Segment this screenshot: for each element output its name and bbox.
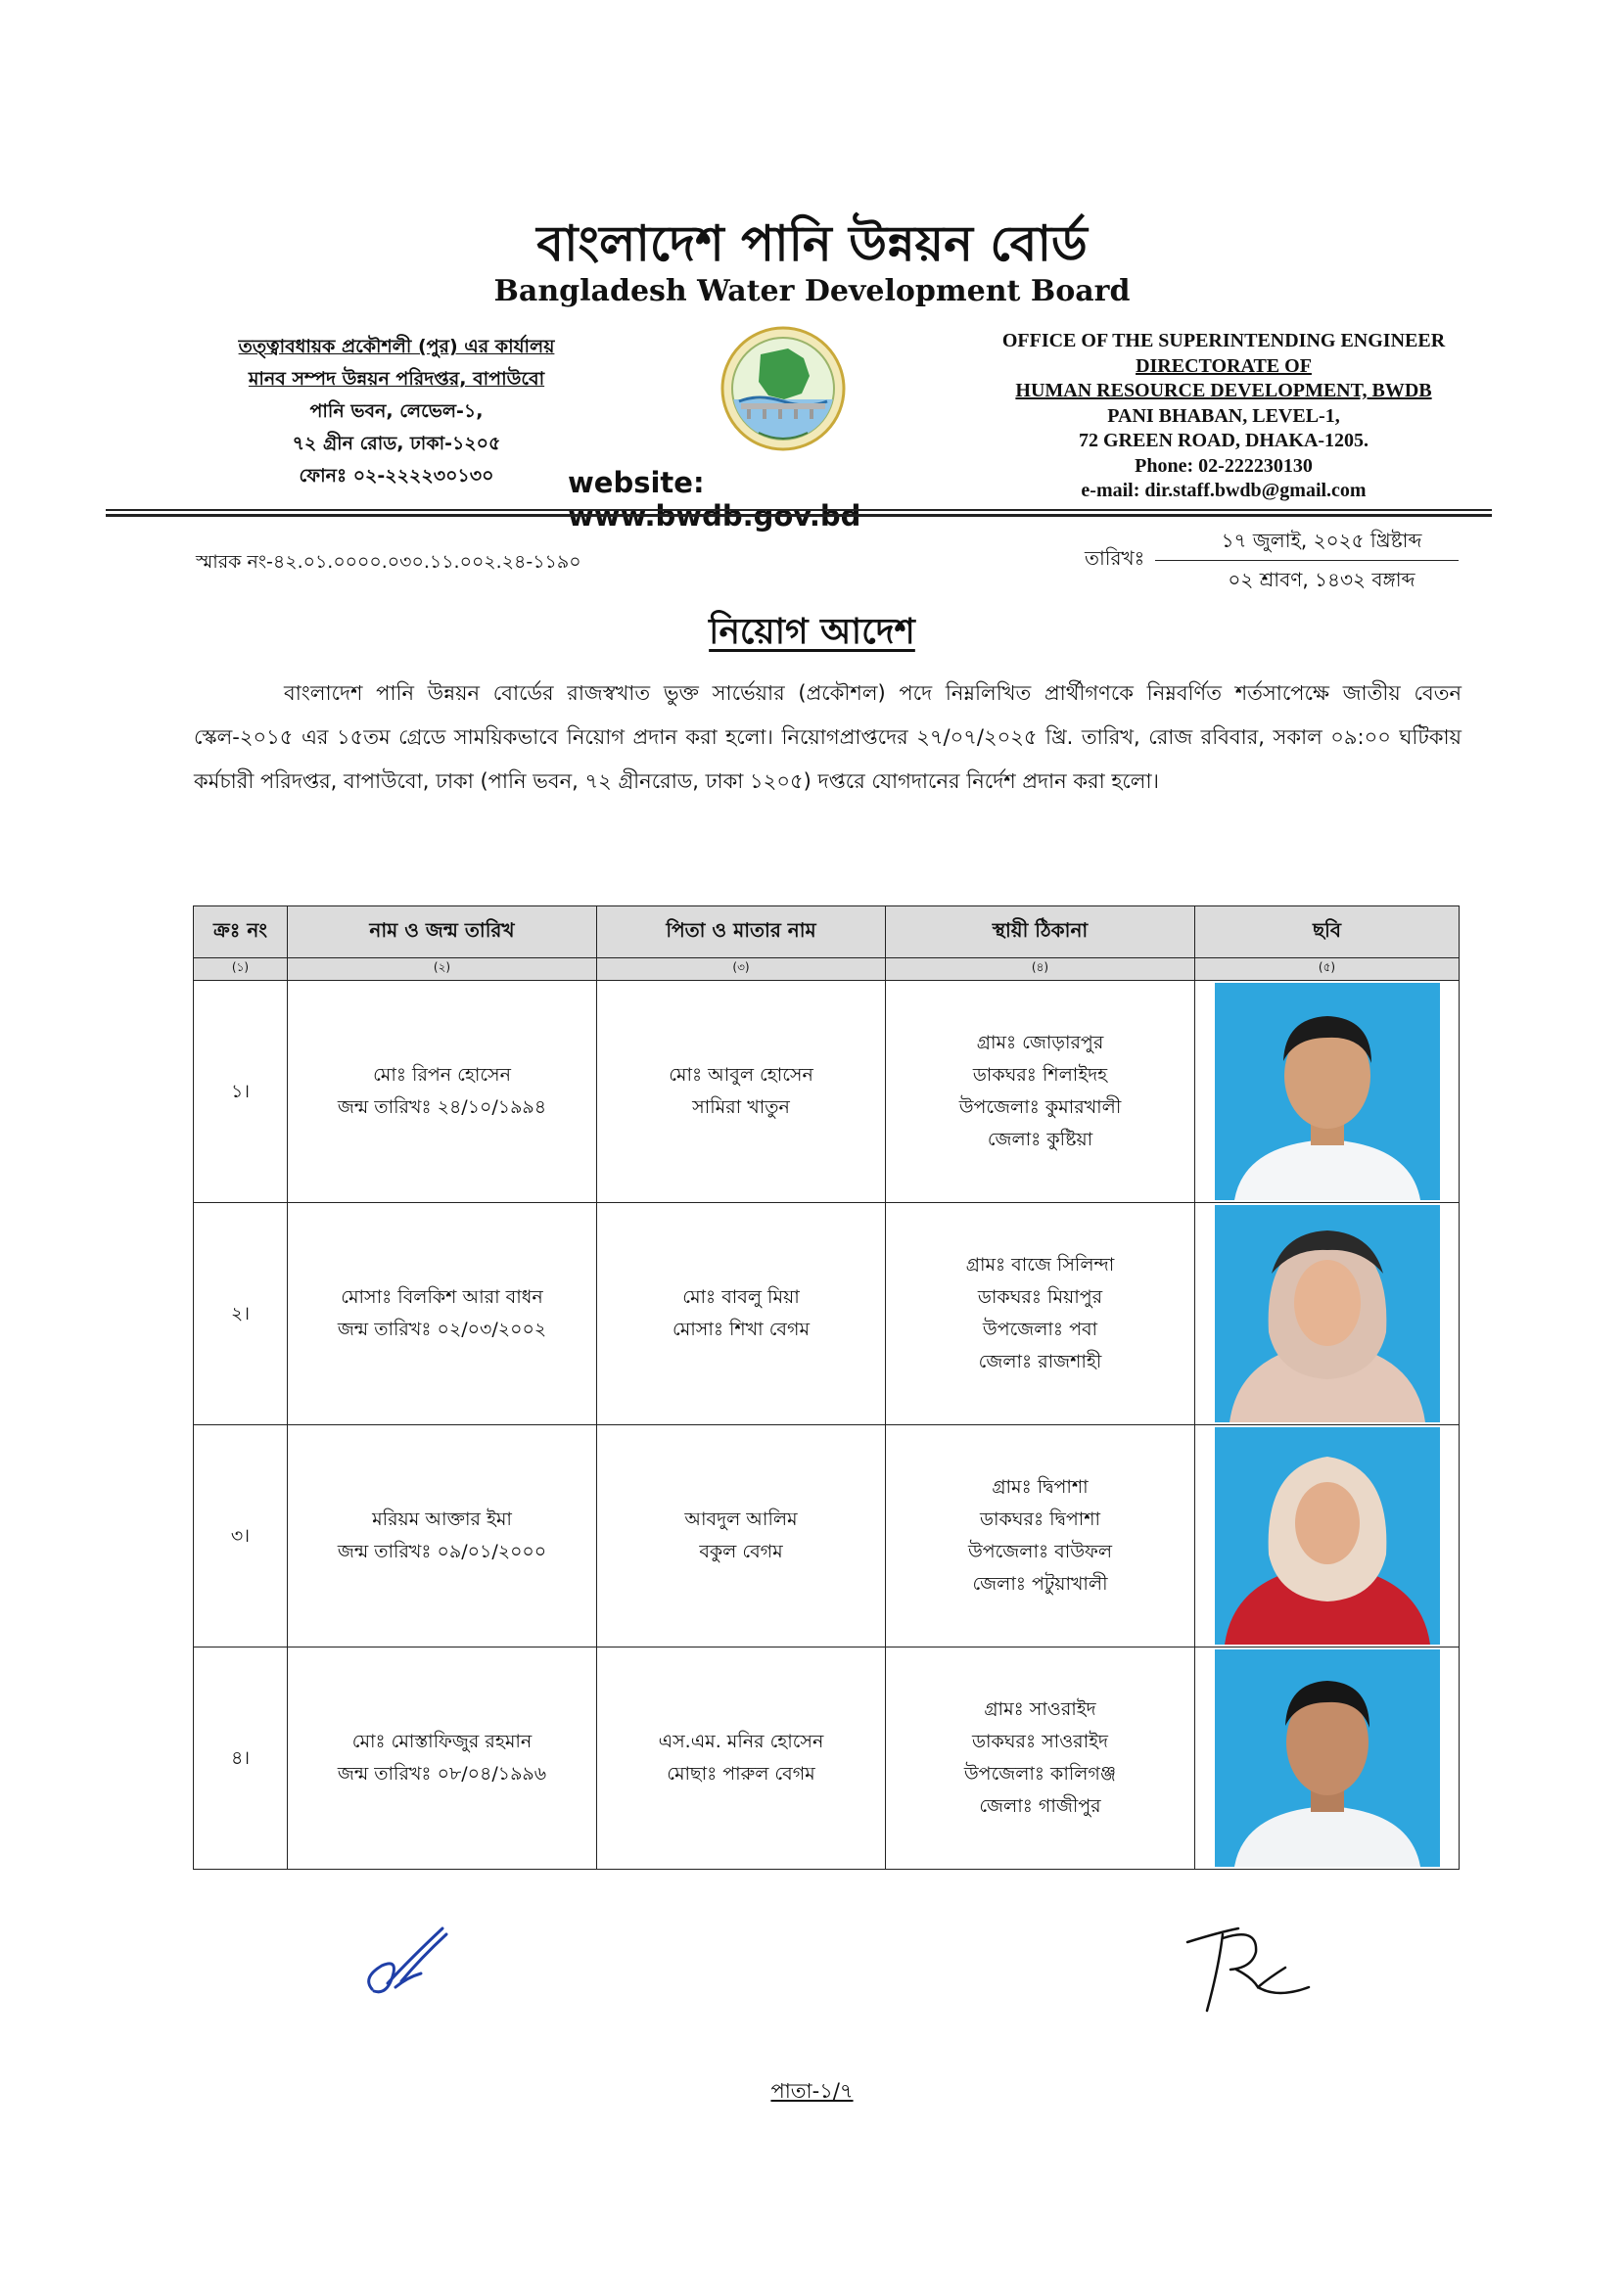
address-post: ডাকঘরঃ দ্বিপাশা (979, 1508, 1101, 1530)
header-divider-bottom (106, 514, 1492, 517)
father-name: আবদুল আলিম (684, 1508, 798, 1530)
parents-cell (597, 1647, 886, 1870)
serial-cell: ৪। (194, 1647, 288, 1870)
parents-cell (597, 1425, 886, 1647)
name-dob-cell (288, 981, 597, 1203)
en-office-phone: Phone: 02-222230130 (1135, 454, 1313, 477)
en-office-email: e-mail: dir.staff.bwdb@gmail.com (1081, 480, 1367, 501)
bn-office-line-4: ৭২ গ্রীন রোড, ঢাকা-১২০৫ (292, 433, 501, 454)
table-row (194, 1647, 1460, 1870)
en-office-line-1: OFFICE OF THE SUPERINTENDING ENGINEER (1001, 330, 1446, 351)
father-name: মোঃ আবুল হোসেন (669, 1064, 813, 1086)
mother-name: বকুল বেগম (699, 1541, 783, 1562)
name-dob-cell (288, 1203, 597, 1425)
table-row (194, 981, 1460, 1203)
candidate-dob: জন্ম তারিখঃ ০২/০৩/২০০২ (337, 1319, 547, 1340)
address-cell (886, 981, 1195, 1203)
address-cell (886, 1203, 1195, 1425)
en-office-line-2: DIRECTORATE OF (1136, 354, 1312, 377)
col-number: (১) (194, 958, 288, 981)
candidate-dob: জন্ম তারিখঃ ০৮/০৪/১৯৯৬ (337, 1763, 547, 1785)
candidate-photo (1215, 1205, 1440, 1422)
en-office-line-4: PANI BHABAN, LEVEL-1, (1107, 404, 1340, 427)
address-upazila: উপজেলাঃ পবা (982, 1319, 1098, 1340)
table-header-row (194, 906, 1460, 958)
address-village: গ্রামঃ বাজে সিলিন্দা (965, 1254, 1115, 1276)
header-serial: ক্রঃ নং (194, 906, 288, 958)
candidate-dob: জন্ম তারিখঃ ২৪/১০/১৯৯৪ (337, 1096, 547, 1118)
bangla-office-address (166, 331, 626, 492)
photo-cell (1195, 981, 1460, 1203)
candidate-photo (1215, 983, 1440, 1200)
header-address: স্থায়ী ঠিকানা (886, 906, 1195, 958)
address-district: জেলাঃ পটুয়াখালী (972, 1573, 1108, 1595)
col-number: (২) (288, 958, 597, 981)
father-name: এস.এম. মনির হোসেন (658, 1731, 824, 1752)
title-bangla: বাংলাদেশ পানি উন্নয়ন বোর্ড (536, 215, 1088, 272)
address-cell (886, 1647, 1195, 1870)
address-upazila: উপজেলাঃ কালিগঞ্জ (963, 1763, 1117, 1785)
address-village: গ্রামঃ দ্বিপাশা (992, 1476, 1089, 1498)
mother-name: মোছাঃ পারুল বেগম (667, 1763, 815, 1785)
candidate-name: মোঃ রিপন হোসেন (373, 1064, 511, 1086)
address-district: জেলাঃ কুষ্টিয়া (987, 1129, 1093, 1150)
memo-number: স্মারক নং-৪২.০১.০০০০.০৩০.১১.০০২.২৪-১১৯০ (196, 551, 581, 573)
address-village: গ্রামঃ সাওরাইদ (984, 1698, 1096, 1720)
col-number: (৩) (597, 958, 886, 981)
address-post: ডাকঘরঃ শিলাইদহ (972, 1064, 1108, 1086)
father-name: মোঃ বাবলু মিয়া (682, 1286, 800, 1308)
candidate-name: মোসাঃ বিলকিশ আরা বাধন (341, 1286, 543, 1308)
bn-office-phone: ফোনঃ ০২-২২২২৩০১৩০ (299, 465, 494, 487)
date-label: তারিখঃ (1085, 546, 1145, 570)
date-gregorian: ১৭ জুলাই, ২০২৫ খ্রিষ্টাব্দ (1221, 529, 1422, 552)
address-post: ডাকঘরঃ সাওরাইদ (971, 1731, 1108, 1752)
serial-cell: ৩। (194, 1425, 288, 1647)
table-row (194, 1425, 1460, 1647)
title-english: Bangladesh Water Development Board (493, 274, 1131, 308)
candidate-photo (1215, 1649, 1440, 1867)
address-upazila: উপজেলাঃ কুমারখালী (958, 1096, 1122, 1118)
bwdb-logo-icon (719, 325, 847, 452)
candidate-photo (1215, 1427, 1440, 1645)
serial-cell: ১। (194, 981, 288, 1203)
header-divider-top (106, 509, 1492, 511)
candidate-name: মোঃ মোস্তাফিজুর রহমান (351, 1731, 533, 1752)
order-title-text: নিয়োগ আদেশ (709, 612, 915, 652)
photo-cell (1195, 1647, 1460, 1870)
photo-cell (1195, 1203, 1460, 1425)
date-divider (1155, 560, 1459, 561)
col-number: (৪) (886, 958, 1195, 981)
mother-name: মোসাঃ শিখা বেগম (673, 1319, 810, 1340)
table-column-number-row (194, 958, 1460, 981)
candidate-name: মরিয়ম আক্তার ইমা (372, 1508, 512, 1530)
address-district: জেলাঃ রাজশাহী (978, 1351, 1102, 1372)
header-photo: ছবি (1195, 906, 1460, 958)
appointee-table (193, 905, 1460, 1870)
english-office-address (950, 329, 1498, 504)
address-district: জেলাঃ গাজীপুর (979, 1795, 1101, 1817)
en-office-line-3: HUMAN RESOURCE DEVELOPMENT, BWDB (1015, 380, 1432, 401)
website-url: website: www.bwdb.gov.bd (568, 466, 861, 533)
en-office-line-5: 72 GREEN ROAD, DHAKA-1205. (1078, 430, 1369, 451)
bn-office-line-2: মানব সম্পদ উন্নয়ন পরিদপ্তর, বাপাউবো (248, 368, 545, 390)
signature-right (1180, 1909, 1317, 2017)
address-cell (886, 1425, 1195, 1647)
order-title (0, 605, 1624, 664)
table-row (194, 1203, 1460, 1425)
mother-name: সামিরা খাতুন (692, 1096, 790, 1118)
serial-cell: ২। (194, 1203, 288, 1425)
address-post: ডাকঘরঃ মিয়াপুর (977, 1286, 1103, 1308)
photo-cell (1195, 1425, 1460, 1647)
signature-left (352, 1919, 470, 2007)
header-parents: পিতা ও মাতার নাম (597, 906, 886, 958)
col-number: (৫) (1195, 958, 1460, 981)
candidate-dob: জন্ম তারিখঃ ০৯/০১/২০০০ (337, 1541, 547, 1562)
header-name-dob: নাম ও জন্ম তারিখ (288, 906, 597, 958)
page-number-text: পাতা-১/৭ (770, 2079, 854, 2103)
name-dob-cell (288, 1647, 597, 1870)
parents-cell (597, 1203, 886, 1425)
parents-cell (597, 981, 886, 1203)
bn-office-line-3: পানি ভবন, লেভেল-১, (309, 400, 484, 422)
order-body: বাংলাদেশ পানি উন্নয়ন বোর্ডের রাজস্বখাত ভুক্ত সার্ভেয়ার (প্রকৌশল) পদে নিম্নলিখিত প্রার্থীগণকে নিম্নবর্ণিত শর্তসাপেক্ষে জাতীয় বেতন স্কেল-২০১৫ এর ১৫তম গ্রেডে সাময়িকভাবে নিয়োগ প্রদান করা হলো। নিয়োগপ্রাপ্তদের ২৭/০৭/২০২৫ খ্রি. তারিখ, রোজ রবিবার, সকাল ০৯:০০ ঘটিকায় কর্মচারী পরিদপ্তর, বাপাউবো, ঢাকা (পানি ভবন, ৭২ গ্রীনরোড, ঢাকা ১২০৫) দপ্তরে যোগদানের নির্দেশ প্রদান করা হলো। (194, 681, 1462, 793)
date-bangla: ০২ শ্রাবণ, ১৪৩২ বঙ্গাব্দ (1228, 568, 1415, 591)
name-dob-cell (288, 1425, 597, 1647)
address-upazila: উপজেলাঃ বাউফল (967, 1541, 1113, 1562)
address-village: গ্রামঃ জোড়ারপুর (976, 1032, 1104, 1053)
page-number (0, 2075, 1624, 2110)
bn-office-line-1: তত্ত্বাবধায়ক প্রকৌশলী (পুর) এর কার্যালয় (238, 336, 555, 357)
